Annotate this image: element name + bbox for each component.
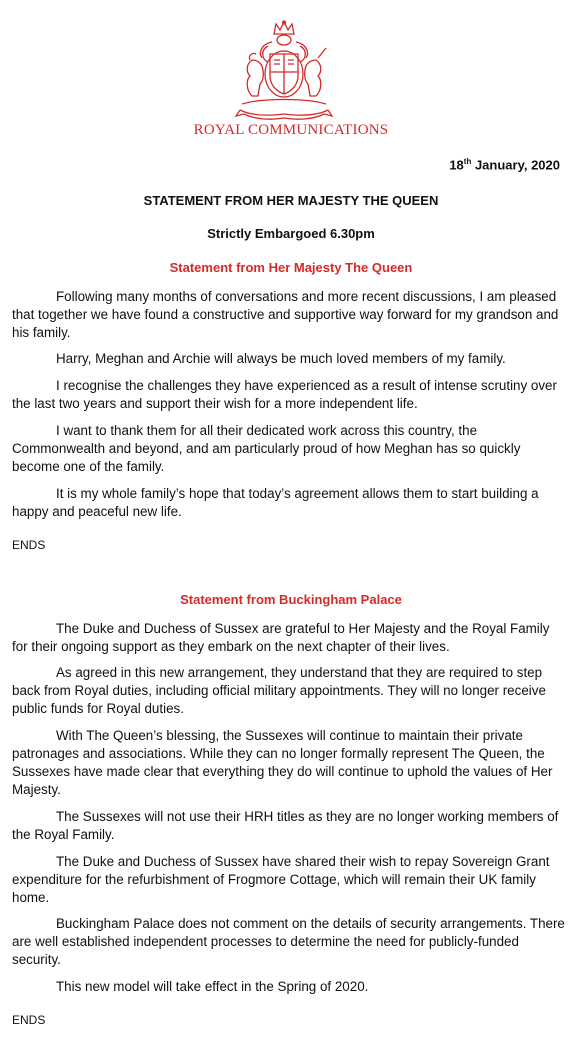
- header-org-name: ROYAL COMMUNICATIONS: [193, 122, 389, 138]
- statement-date: [449, 157, 560, 172]
- queen-paragraph: Following many months of conversations and more recent discussions, I am pleased that together we have found a constructive and supportive way forward for my grandson and his family.: [12, 289, 559, 340]
- palace-paragraph: This new model will take effect in the Spring of 2020.: [56, 979, 369, 994]
- date-day: 18: [449, 157, 464, 173]
- palace-statement-heading: Statement from Buckingham Palace: [180, 592, 402, 607]
- palace-ends-marker: ENDS: [12, 1013, 46, 1027]
- palace-paragraph: Buckingham Palace does not comment on the details of security arrangements. There are well established independent processes to determine the need for publicly-funded security.: [12, 916, 565, 967]
- queen-ends-marker: ENDS: [12, 538, 46, 552]
- queen-paragraph: It is my whole family’s hope that today’s agreement allows them to start building a happy and peaceful new life.: [12, 486, 539, 519]
- queen-statement-heading: Statement from Her Majesty The Queen: [169, 260, 413, 275]
- date-suffix: th: [463, 157, 472, 166]
- queen-paragraph: I recognise the challenges they have experienced as a result of intense scrutiny over the last two years and support their wish for a more independent life.: [12, 378, 557, 411]
- queen-paragraph: Harry, Meghan and Archie will always be much loved members of my family.: [56, 351, 506, 366]
- palace-paragraph: As agreed in this new arrangement, they understand that they are required to step back from Royal duties, including official military appointments. They will no longer receive public funds for Royal duties.: [12, 665, 546, 716]
- queen-paragraph: I want to thank them for all their dedicated work across this country, the Commonwealth and beyond, and am particularly proud of how Meghan has so quickly become one of the family.: [12, 423, 521, 474]
- palace-paragraph: With The Queen’s blessing, the Sussexes will continue to maintain their private patronages and associations. While they can no longer formally represent The Queen, the Sussexes have made clear that everything they do will continue to uphold the values of Her Majesty.: [12, 728, 553, 797]
- embargo-notice: Strictly Embargoed 6.30pm: [207, 226, 375, 241]
- royal-coat-of-arms-icon: [232, 20, 336, 126]
- date-rest: January, 2020: [471, 157, 560, 173]
- palace-paragraph: The Sussexes will not use their HRH titles as they are no longer working members of the Royal Family.: [12, 809, 559, 842]
- document-title: STATEMENT FROM HER MAJESTY THE QUEEN: [143, 193, 439, 208]
- palace-paragraph: The Duke and Duchess of Sussex have shared their wish to repay Sovereign Grant expenditure for the refurbishment of Frogmore Cottage, which will remain their UK family home.: [12, 854, 550, 905]
- palace-paragraph: The Duke and Duchess of Sussex are grateful to Her Majesty and the Royal Family for their ongoing support as they embark on the next chapter of their lives.: [12, 621, 550, 654]
